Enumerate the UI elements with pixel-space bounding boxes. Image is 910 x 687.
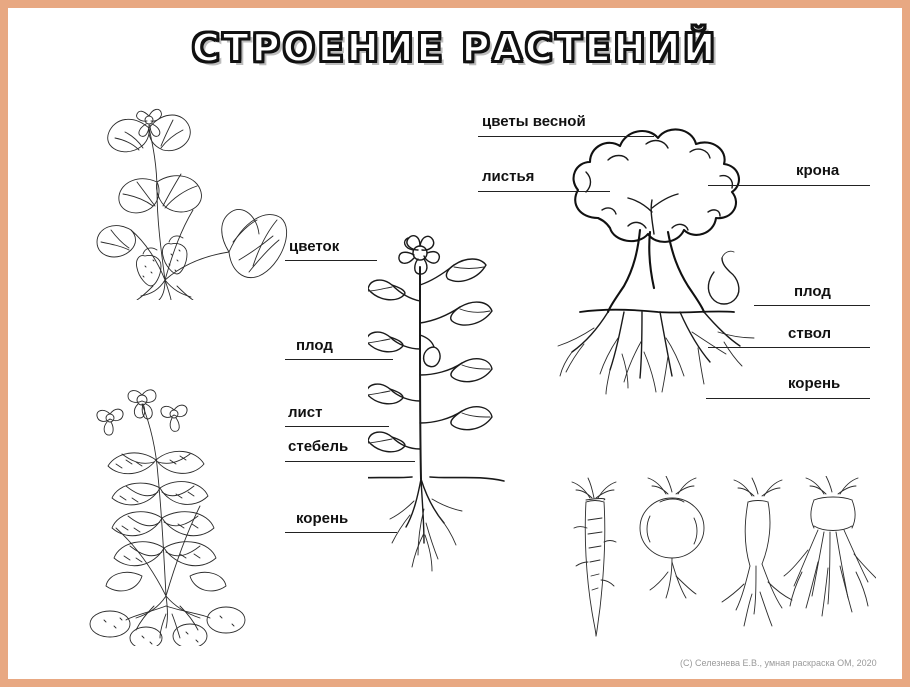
credit-text: (C) Селезнева Е.В., умная раскраска ОМ, 2020	[680, 658, 877, 668]
label-tree-root: корень	[788, 375, 841, 392]
worksheet-page	[8, 8, 902, 679]
leader-herb-root	[285, 532, 397, 533]
label-herb-fruit: плод	[296, 337, 333, 354]
leader-tree-root	[706, 398, 870, 399]
label-herb-stem: стебель	[288, 438, 349, 455]
label-herb-leaf: лист	[288, 404, 323, 421]
illustration-herb-plant	[368, 223, 508, 583]
page-title: СТРОЕНИЕ РАСТЕНИЙ	[191, 26, 719, 70]
leader-herb-flower	[285, 260, 377, 261]
leader-tree-fruit	[754, 305, 870, 306]
leader-herb-fruit	[285, 359, 393, 360]
label-tree-trunk: ствол	[788, 325, 832, 342]
leader-tree-leaves	[478, 191, 610, 192]
label-herb-flower: цветок	[289, 238, 340, 255]
leader-tree-crown	[708, 185, 870, 186]
label-herb-root: корень	[296, 510, 349, 527]
illustration-strawberry	[53, 70, 293, 300]
label-tree-crown: крона	[796, 162, 840, 179]
label-tree-fruit: плод	[794, 283, 831, 300]
illustration-root-vegetables	[556, 476, 876, 656]
leader-herb-stem	[285, 461, 415, 462]
leader-tree-trunk	[708, 347, 870, 348]
illustration-tree	[528, 100, 798, 430]
leader-herb-leaf	[285, 426, 389, 427]
leader-tree-spring-flowers	[478, 136, 654, 137]
label-tree-spring-flowers: цветы весной	[482, 113, 586, 130]
illustration-potato	[50, 356, 300, 646]
label-tree-leaves: листья	[482, 168, 535, 185]
